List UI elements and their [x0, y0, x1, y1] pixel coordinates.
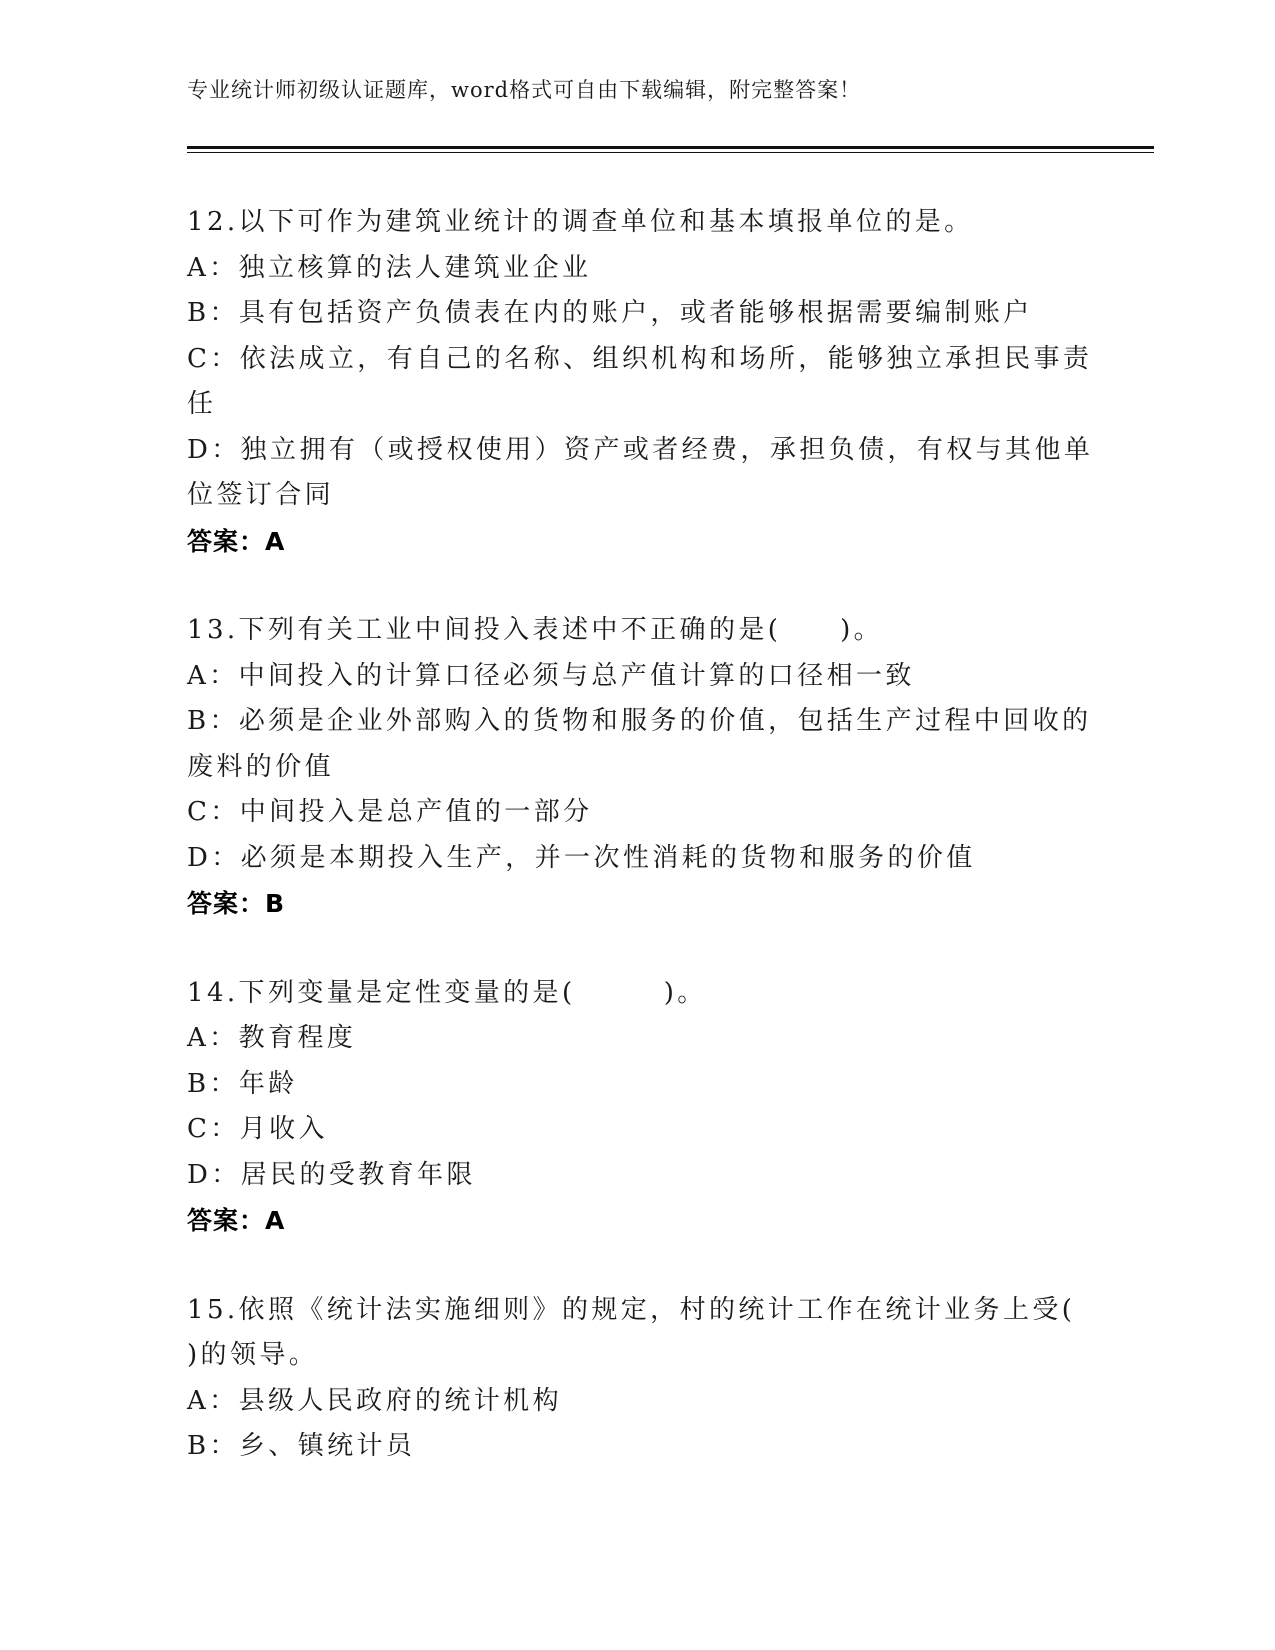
question-12-option-c: C：依法成立，有自己的名称、组织机构和场所，能够独立承担民事责	[187, 343, 1093, 374]
question-13-option-c: C：中间投入是总产值的一部分	[187, 797, 593, 827]
question-15-option-b: B：乡、镇统计员	[187, 1431, 416, 1461]
page-header-text: 专业统计师初级认证题库，word格式可自由下载编辑，附完整答案！	[187, 78, 862, 102]
question-13-option-b: B：必须是企业外部购入的货物和服务的价值，包括生产过程中回收的	[187, 706, 1092, 736]
question-13-option-a: A：中间投入的计算口径必须与总产值计算的口径相一致	[187, 660, 915, 691]
question-14-option-b: B：年龄	[187, 1068, 298, 1099]
question-12-option-d: D：独立拥有（或授权使用）资产或者经费，承担负债，有权与其他单	[187, 434, 1094, 465]
question-14-stem: 14.下列变量是定性变量的是( )。	[187, 977, 707, 1008]
question-13-answer: 答案：B	[187, 889, 286, 918]
question-list	[187, 200, 1094, 1514]
question-12-option-c-cont: 任	[187, 389, 217, 419]
question-13-option-b-cont: 废料的价值	[187, 751, 335, 782]
question-14-option-d: D：居民的受教育年限	[187, 1159, 476, 1190]
question-12-stem: 12.以下可作为建筑业统计的调查单位和基本填报单位的是。	[187, 207, 974, 237]
header-rule-thin	[187, 152, 1154, 153]
question-14	[187, 971, 1082, 1244]
question-15-stem: 15.依照《统计法实施细则》的规定，村的统计工作在统计业务上受(	[187, 1294, 1076, 1325]
question-13-stem: 13.下列有关工业中间投入表述中不正确的是( )。	[187, 615, 884, 645]
question-12	[187, 200, 1094, 564]
header-rule-thick	[187, 146, 1154, 149]
question-15-stem-cont: )的领导。	[187, 1340, 319, 1370]
question-12-option-a: A：独立核算的法人建筑业企业	[187, 252, 592, 283]
question-14-answer: 答案：A	[187, 1206, 286, 1235]
question-12-option-b: B：具有包括资产负债表在内的账户，或者能够根据需要编制账户	[187, 298, 1033, 328]
question-14-option-a: A：教育程度	[187, 1023, 357, 1053]
question-12-option-d-cont: 位签订合同	[187, 480, 335, 510]
question-12-answer: 答案：A	[187, 526, 286, 556]
question-14-option-c: C：月收入	[187, 1114, 328, 1144]
question-15	[187, 1288, 1082, 1470]
question-13	[187, 608, 1092, 927]
question-15-option-a: A：县级人民政府的统计机构	[187, 1385, 562, 1416]
question-13-option-d: D：必须是本期投入生产，并一次性消耗的货物和服务的价值	[187, 842, 976, 873]
